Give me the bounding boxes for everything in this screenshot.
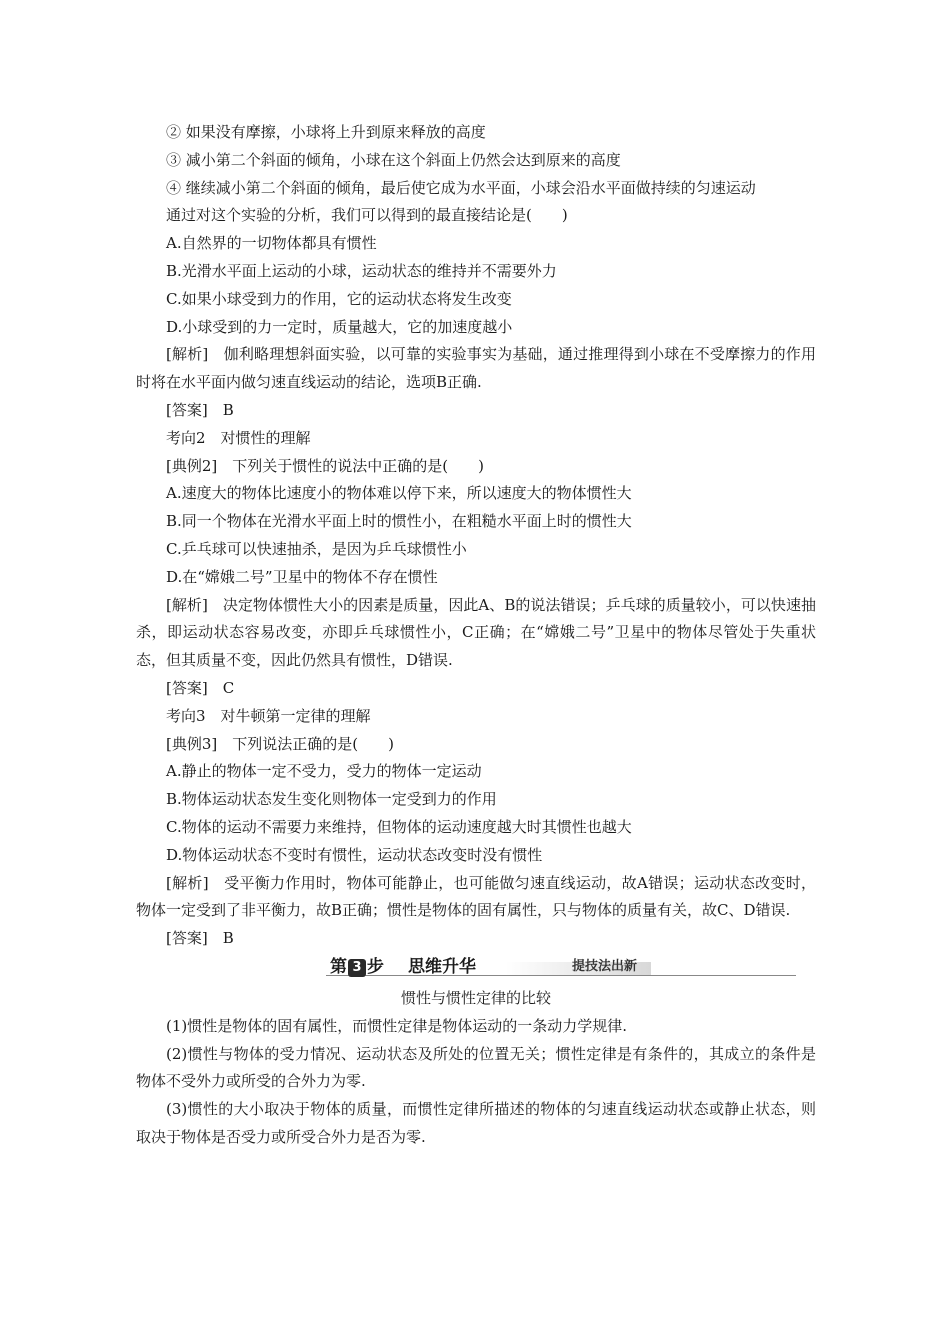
- option-d: D.物体运动状态不变时有惯性，运动状态改变时没有惯性: [166, 845, 543, 864]
- example-stem: [典例2] 下列关于惯性的说法中正确的是( ): [166, 456, 484, 475]
- section-heading: 惯性与惯性定律的比较: [400, 988, 551, 1007]
- topic-heading: 考向3 对牛顿第一定律的理解: [166, 706, 371, 725]
- summary-point: (1)惯性是物体的固有属性，而惯性定律是物体运动的一条动力学规律.: [166, 1016, 628, 1035]
- step-title: 思维升华: [408, 956, 476, 977]
- summary-point: (2)惯性与物体的受力情况、运动状态及所处的位置无关；惯性定律是有条件的，其成立的条件是物体不受外力或所受的合外力为零.: [136, 1044, 816, 1091]
- analysis: [解析] 决定物体惯性大小的因素是质量，因此A、B的说法错误；乒乓球的质量较小，可以快速抽杀，即运动状态容易改变，亦即乒乓球惯性小，C正确；在“嫦娥二号”卫星中的物体尽管处于失重状态，但其质量不变，因此仍然具有惯性，D错误.: [136, 595, 816, 670]
- option-b: B.同一个物体在光滑水平面上时的惯性小，在粗糙水平面上时的惯性大: [166, 512, 632, 531]
- text-line: ③ 减小第二个斜面的倾角，小球在这个斜面上仍然会达到原来的高度: [166, 150, 621, 169]
- step-number-badge: 3: [348, 959, 366, 977]
- text-line: ② 如果没有摩擦，小球将上升到原来释放的高度: [166, 123, 486, 141]
- summary-point: (3)惯性的大小取决于物体的质量，而惯性定律所描述的物体的匀速直线运动状态或静止状态，则取决于物体是否受力或所受合外力是否为零.: [136, 1100, 816, 1146]
- analysis: [解析] 受平衡力作用时，物体可能静止，也可能做匀速直线运动，故A错误；运动状态改变时，物体一定受到了非平衡力，故B正确；惯性是物体的固有属性，只与物体的质量有关，故C、D错误.: [136, 873, 816, 920]
- answer: [答案] C: [166, 678, 235, 697]
- option-c: C.物体的运动不需要力来维持，但物体的运动速度越大时其惯性也越大: [166, 817, 632, 836]
- document-body: [136, 119, 816, 1152]
- option-d: D.在“嫦娥二号”卫星中的物体不存在惯性: [166, 567, 438, 586]
- option-a: A.速度大的物体比速度小的物体难以停下来，所以速度大的物体惯性大: [166, 484, 632, 503]
- option-d: D.小球受到的力一定时，质量越大，它的加速度越小: [166, 317, 513, 336]
- step-tag: 提技法出新: [572, 958, 638, 974]
- option-c: C.乒乓球可以快速抽杀，是因为乒乓球惯性小: [166, 539, 467, 558]
- step-banner: [136, 955, 816, 985]
- text-line: ④ 继续减小第二个斜面的倾角，最后使它成为水平面，小球会沿水平面做持续的匀速运动: [166, 178, 756, 197]
- answer: [答案] B: [166, 929, 234, 948]
- example-stem: [典例3] 下列说法正确的是( ): [166, 734, 394, 753]
- banner-rule: [326, 975, 796, 976]
- step-label: [330, 955, 384, 979]
- question-stem: 通过对这个实验的分析，我们可以得到的最直接结论是( ): [166, 206, 568, 225]
- option-b: B.物体运动状态发生变化则物体一定受到力的作用: [166, 790, 497, 809]
- option-a: A.自然界的一切物体都具有惯性: [166, 234, 377, 253]
- option-a: A.静止的物体一定不受力，受力的物体一定运动: [166, 762, 482, 781]
- answer: [答案] B: [166, 400, 234, 419]
- option-b: B.光滑水平面上运动的小球，运动状态的维持并不需要外力: [166, 261, 557, 280]
- step-pre: 第: [330, 956, 347, 977]
- topic-heading: 考向2 对惯性的理解: [166, 428, 311, 447]
- option-c: C.如果小球受到力的作用，它的运动状态将发生改变: [166, 289, 512, 308]
- step-post: 步: [367, 956, 384, 977]
- analysis: [解析] 伽利略理想斜面实验，以可靠的实验事实为基础，通过推理得到小球在不受摩擦力的作用时将在水平面内做匀速直线运动的结论，选项B正确.: [136, 345, 816, 392]
